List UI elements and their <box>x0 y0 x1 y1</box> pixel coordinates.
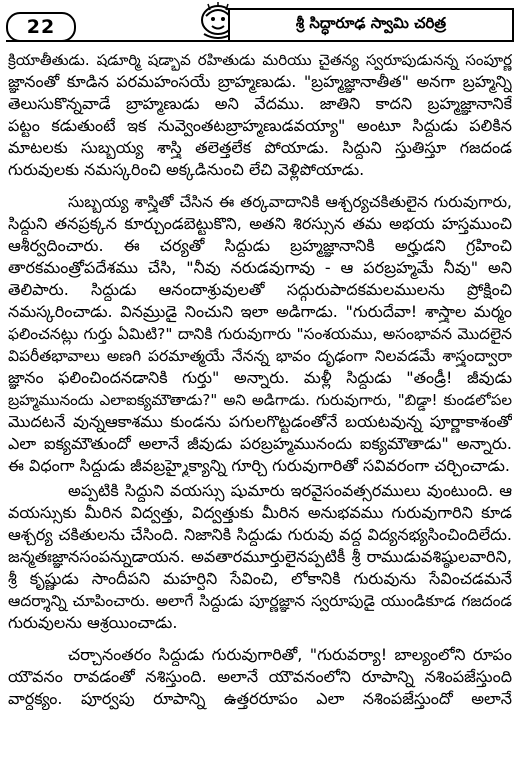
text-line: గురువులకు నమస్కరించి అక్కడినుంచి లేచి వెళ్లిపోయాడు. <box>8 160 365 179</box>
text-line: క్రియాతీతుడు. షడూర్మి షడ్భావ రహితుడు మరియు చైతన్య స్వరూపుడునన్న సంపూర్ణ <box>8 51 512 69</box>
page-header <box>0 0 520 52</box>
text-line: వార్ధక్యం. పూర్వపు రూపాన్ని ఉత్తరరూపం ఎలా నశింపజేస్తుందో అలానే <box>8 689 512 708</box>
text-line: తెలిపారు. సిద్ధుడు ఆనందాశ్రువులతో సద్గురుపాదకమలములను ప్రోక్షించి <box>8 280 512 299</box>
text-line: అప్పటికి సిద్ధుని వయస్సు షుమారు ఇరవైసంవత్సరములు వుంటుంది. ఆ <box>68 481 512 500</box>
text-line: జన్మతఃజ్ఞానసంపన్నుడాయన. అవతారమూర్తులైనప్పటికీ శ్రీ రాముడువశిష్ఠులవారిని, <box>8 547 512 566</box>
text-line: సిద్ధుని తనప్రక్కన కూర్చుండబెట్టుకొని, అతని శిరస్సున తమ అభయ హస్తముంచి <box>8 214 512 233</box>
text-line: జ్ఞానం ఫలించిందనడానికి గుర్తు" అన్నారు. మళ్లీ సిద్ధుడు "తండ్రీ! జీవుడు <box>8 368 512 387</box>
text-line: యౌవనం రావడంతో నశిస్తుంది. అలానే యౌవనంలోని రూపాన్ని నశింపజేస్తుంది <box>8 667 512 686</box>
text-line: వయస్సుకు మీరిన విద్వత్తు, విద్వత్తుకు మీరిన అనుభవము గురువుగారిని కూడ <box>8 503 512 522</box>
text-line: ఆశీర్వదించారు. ఈ చర్యతో సిద్ధుడు బ్రహ్మజ్ఞానానికి అర్హుడని గ్రహించి <box>8 236 512 255</box>
book-title: శ్రీ సిద్ధారూఢ స్వామి చరిత్ర <box>295 14 447 32</box>
text-line: ఆశ్చర్య చకితులను చేసింది. నిజానికి సిద్ధుడు గురువు వద్ద విద్యనభ్యసించిందిలేదు. <box>8 525 512 544</box>
text-line: ఎలా ఐక్యమౌతుందో అలానే జీవుడు పరబ్రహ్మమునందు ఐక్యమౌతాడు" అన్నారు. <box>8 434 512 453</box>
text-line: బ్రహ్మమునందు ఎలాఐక్యమౌతాడు?" అని అడిగాడు. గురువుగారు, "బిడ్డా! కుండలోపల <box>8 391 512 409</box>
page-number: 22 <box>26 16 56 38</box>
text-line: మాటలకు సుబ్బయ్య శాస్త్రి తలెత్తలేక పోయాడు. సిద్ధుని స్తుతిస్తూ గజదండ <box>8 138 512 157</box>
text-line: తెలుసుకొన్నవాడే బ్రాహ్మణుడు అని వేదము. జాతిని కాదని బ్రహ్మజ్ఞానానికే <box>8 94 512 113</box>
text-line: ఈ విధంగా సిద్ధుడు జీవబ్రహ్మైక్యాన్ని గూర్చి గురువుగారితో సవివరంగా చర్చించాడు. <box>8 456 510 475</box>
text-line: నమస్కరించాడు. వినమ్రుడై నించుని ఇలా అడిగాడు. "గురుదేవా! శాస్త్రాల మర్మం <box>8 302 512 321</box>
text-line: గురువులను ఆశ్రయించాడు. <box>8 613 178 632</box>
text-line: ఫలించనట్లు గుర్తు ఏమిటి?" దానికి గురువుగారు "సంశయము, అసంభావన మొదలైన <box>8 325 512 343</box>
text-line: శ్రీ కృష్ణుడు సాందీపని మహర్షిని సేవించి, లోకానికి గురువును సేవించడమనే <box>8 569 512 588</box>
text-line: పట్టం కడుతుంటే ఇక నువ్వెంతటబ్రాహ్మణుడవయ్యా" అంటూ సిద్ధుడు పలికిన <box>8 116 512 135</box>
text-line: సుబ్బయ్య శాస్త్రితో చేసిన ఈ తర్కవాదానికి ఆశ్చర్యచకితులైన గురువుగారు, <box>68 193 512 211</box>
text-line: చర్చానంతరం సిద్ధుడు గురువుగారితో, "గురువర్యా! బాల్యంలోని రూపం <box>68 645 512 664</box>
text-line: విపరీతభావాలు అణగి పరమాత్మయే నేనన్న భావం దృఢంగా నిలవడమే శాస్త్రంద్వారా <box>8 347 512 365</box>
text-line: జ్ఞానంతో కూడిన పరమహంసయే బ్రాహ్మణుడు. "బ్రహ్మజ్ఞానాతీత" అనగా బ్రహ్మన్ని <box>8 72 512 91</box>
text-line: మొదటనే వున్నఆకాశము కుండను పగులగొట్టడంతోనే బయటవున్న పూర్ణాకాశంతో <box>8 412 512 431</box>
text-line: తారకమంత్రోపదేశము చేసి, "నీవు నరుడవుగావు - ఆ పరబ్రహ్మమే నీవు" అని <box>8 258 512 277</box>
book-title-box <box>228 8 514 42</box>
page-number-badge <box>6 12 76 42</box>
text-line: ఆదర్శాన్ని చూపించారు. అలాగే సిద్ధుడు పూర్ణజ్ఞాన స్వరూపుడై యుండికూడ గజదండ <box>8 592 512 610</box>
